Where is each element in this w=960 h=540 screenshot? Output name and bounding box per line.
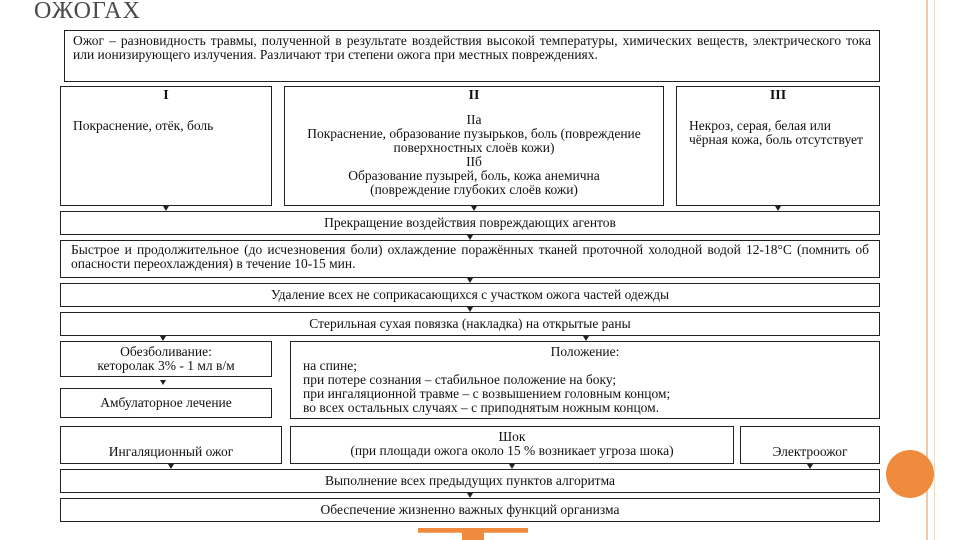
step-vital-text: Обеспечение жизненно важных функций организма: [320, 502, 620, 517]
degree-2b-text: Образование пузырей, боль, кожа анемична (повреждение глубоких слоёв кожи): [348, 168, 600, 197]
degree-3-box: [676, 86, 880, 206]
degree-2-box: [284, 86, 664, 206]
inhalation-text: Ингаляционный ожог: [108, 444, 234, 459]
step-dressing-box: [60, 312, 880, 336]
step-all-text: Выполнение всех предыдущих пунктов алгоритма: [324, 473, 616, 488]
step-stop-box: [60, 211, 880, 235]
step-stop-text: Прекращение воздействия повреждающих агентов: [324, 215, 616, 230]
shock-box: [290, 426, 734, 464]
position-item: на спине;: [303, 358, 357, 373]
slide-title: ОЖОГАХ: [34, 0, 141, 24]
degree-1-text: Покраснение, отёк, боль: [73, 118, 214, 133]
arrow-down: [160, 380, 166, 385]
position-item: при потере сознания – стабильное положение на боку;: [303, 372, 617, 387]
step-cooling-text: Быстрое и продолжительное (до исчезновения боли) охлаждение поражённых тканей проточной холодной водой 12-18°С (помнить об опасности переохлаждения) в течение 10-15 мин.: [71, 242, 869, 271]
position-item: во всех остальных случаях – с приподнятым ножным концом.: [303, 400, 660, 415]
electro-box: [740, 426, 880, 464]
inhalation-box: [60, 426, 282, 464]
analgesia-drug: кеторолак 3% - 1 мл в/м: [97, 358, 235, 373]
ambulatory-text: Амбулаторное лечение: [100, 395, 232, 410]
degree-1-box: [60, 86, 272, 206]
slide-right-border-inner: [934, 0, 935, 540]
degree-3-text: Некроз, серая, белая или чёрная кожа, боль отсутствует: [689, 118, 863, 147]
degree-2a-label: IIа: [466, 112, 482, 127]
degree-3-label: III: [769, 88, 787, 103]
degree-2-label: II: [468, 88, 480, 103]
step-clothing-box: [60, 283, 880, 307]
step-clothing-text: Удаление всех не соприкасающихся с участком ожога частей одежды: [270, 287, 670, 302]
position-box: [290, 341, 880, 419]
electro-text: Электроожог: [772, 444, 848, 459]
analgesia-title: Обезболивание:: [120, 344, 212, 359]
shock-title: Шок: [498, 429, 526, 444]
step-vital-box: [60, 498, 880, 522]
degree-2b-label: IIб: [466, 154, 482, 169]
analgesia-box: [60, 341, 272, 377]
degree-2a-text: Покраснение, образование пузырьков, боль (повреждение поверхностных слоёв кожи): [307, 126, 641, 155]
next-arrow-icon[interactable]: [418, 528, 528, 540]
degree-1-label: I: [163, 88, 169, 103]
position-item: при ингаляционной травме – с возвышением головным концом;: [303, 386, 671, 401]
position-title: Положение:: [550, 344, 620, 359]
ambulatory-box: [60, 388, 272, 418]
step-dressing-text: Стерильная сухая повязка (накладка) на открытые раны: [309, 316, 631, 331]
definition-text: Ожог – разновидность травмы, полученной в результате воздействия высокой температуры, химических веществ, электрического тока или ионизирующего излучения. Различают три степени ожога при местных повреждениях.: [73, 33, 871, 62]
decorative-circle: [886, 450, 934, 498]
step-all-box: [60, 469, 880, 493]
shock-text: (при площади ожога около 15 % возникает угроза шока): [350, 443, 674, 458]
definition-box: [64, 30, 880, 82]
step-cooling-box: [60, 240, 880, 278]
